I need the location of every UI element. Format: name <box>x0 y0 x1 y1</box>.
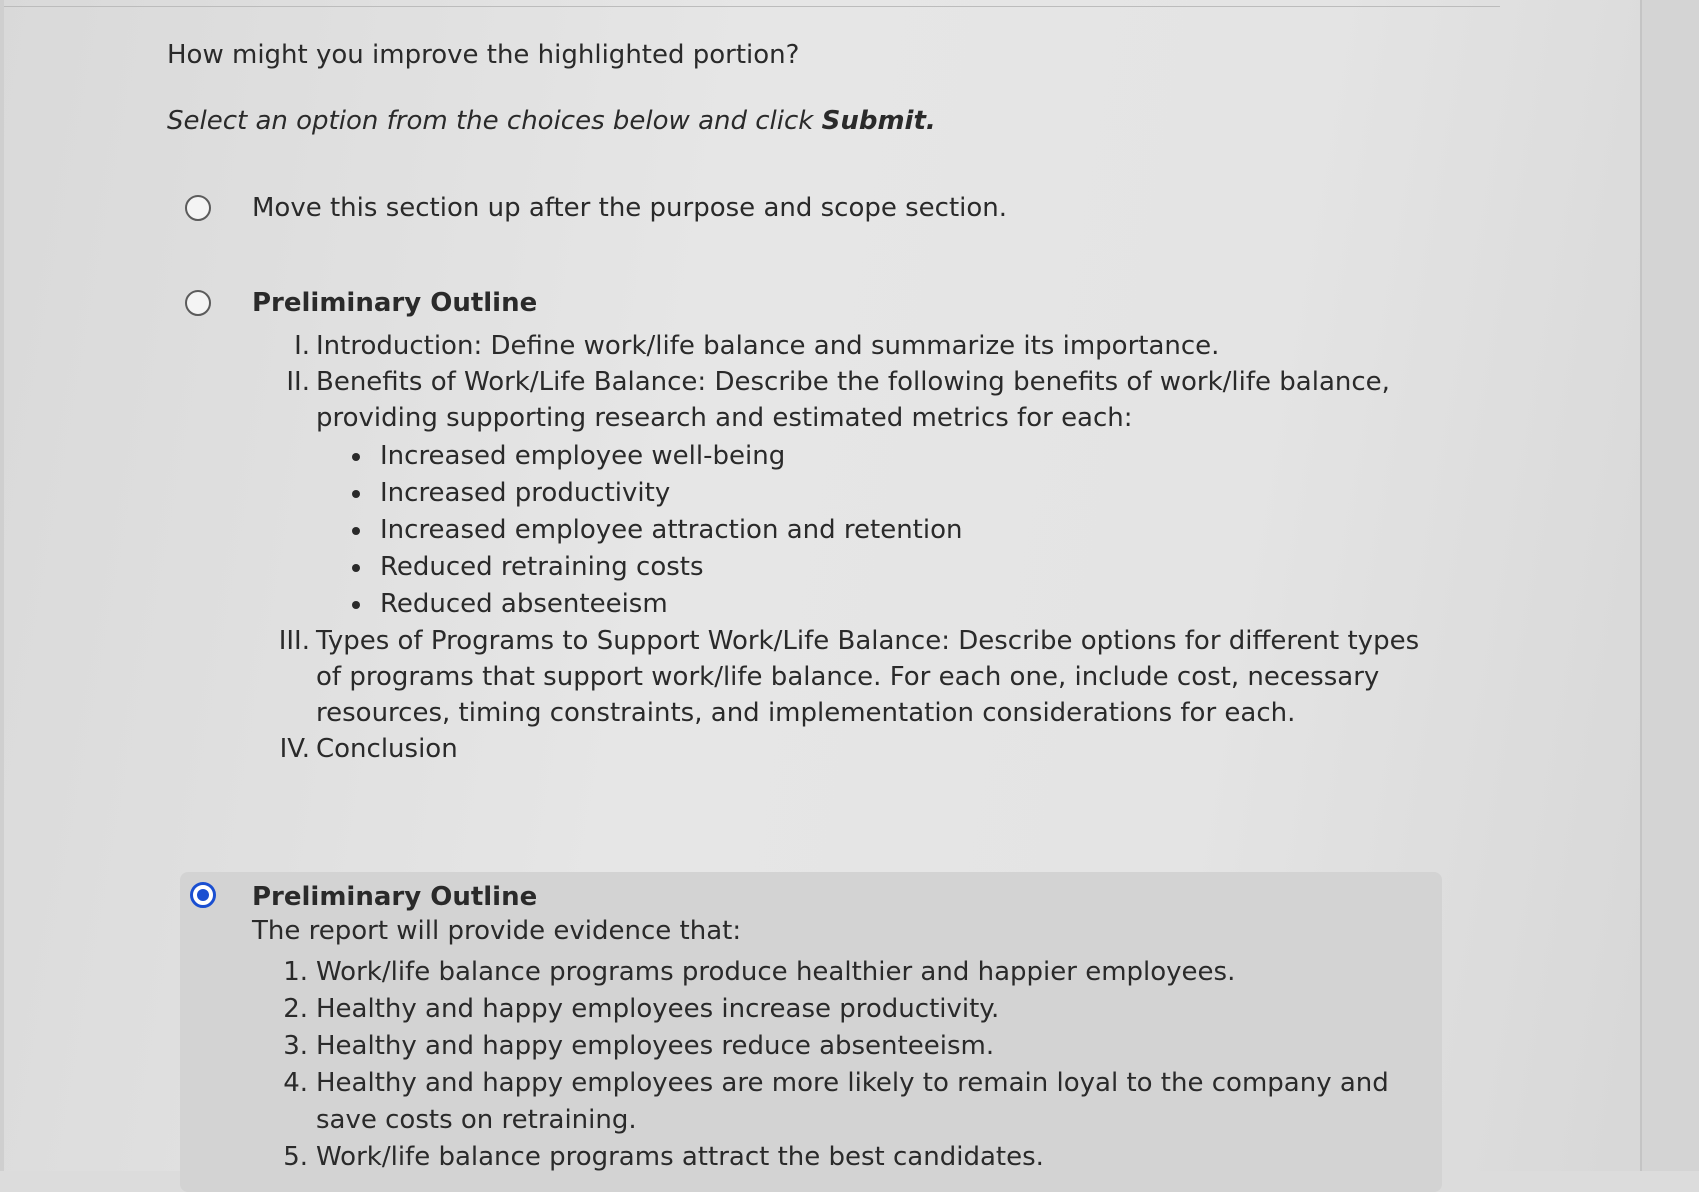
outline-item-text: Introduction: Define work/life balance and summarize its importance. <box>316 331 1220 361</box>
option-2-outline-list <box>252 328 1426 767</box>
outline-item-text: Types of Programs to Support Work/Life Balance: Describe options for different types of programs that support work/life balance. For each one, include cost, necessary resources, timing constraints, and implementation considerations for each. <box>316 626 1420 728</box>
option-2-content <box>252 288 1426 767</box>
option-2-radio[interactable] <box>185 290 211 316</box>
numbered-item <box>252 954 1426 991</box>
outline-item-number: III. <box>278 626 310 656</box>
option-3-content <box>252 882 1426 1176</box>
benefits-bullet-list <box>316 438 1426 623</box>
left-edge <box>0 0 4 1171</box>
option-3-numbered-list <box>252 954 1426 1176</box>
numbered-item-text: Healthy and happy employees increase productivity. <box>316 994 1000 1024</box>
outline-item <box>252 364 1426 623</box>
option-3-radio-selected[interactable] <box>190 882 216 908</box>
numbered-item-number: 1. <box>283 957 308 987</box>
bullet-item: Increased employee well-being <box>316 438 1426 475</box>
numbered-item-number: 4. <box>283 1068 308 1098</box>
numbered-item-text: Work/life balance programs attract the best candidates. <box>316 1142 1044 1172</box>
numbered-item-number: 5. <box>283 1142 308 1172</box>
numbered-item <box>252 1139 1426 1176</box>
bullet-item: Increased productivity <box>316 475 1426 512</box>
option-2-title: Preliminary Outline <box>252 288 538 318</box>
question-text: How might you improve the highlighted portion? <box>167 40 800 70</box>
numbered-item <box>252 1065 1426 1139</box>
bullet-item: Increased employee attraction and retention <box>316 512 1426 549</box>
outline-item-text: Benefits of Work/Life Balance: Describe the following benefits of work/life balance, providing supporting research and estimated metrics for each: <box>316 367 1390 433</box>
option-1-radio[interactable] <box>185 195 211 221</box>
numbered-item-number: 2. <box>283 994 308 1024</box>
bullet-item: Reduced absenteeism <box>316 586 1426 623</box>
option-3-title: Preliminary Outline <box>252 882 538 912</box>
right-scroll-area <box>1640 0 1699 1171</box>
outline-item <box>252 731 1426 767</box>
bullet-item: Reduced retraining costs <box>316 549 1426 586</box>
numbered-item-text: Healthy and happy employees reduce absenteeism. <box>316 1031 995 1061</box>
outline-item-number: IV. <box>279 734 310 764</box>
outline-item <box>252 328 1426 364</box>
numbered-item-text: Work/life balance programs produce healthier and happier employees. <box>316 957 1236 987</box>
instruction-prefix: Select an option from the choices below and click <box>167 106 822 136</box>
option-3-intro: The report will provide evidence that: <box>252 916 742 946</box>
option-1-label: Move this section up after the purpose and scope section. <box>252 193 1008 223</box>
outline-item-text: Conclusion <box>316 734 458 764</box>
numbered-item <box>252 991 1426 1028</box>
outline-item <box>252 623 1426 731</box>
top-divider <box>0 0 1500 7</box>
instruction-submit-emphasis: Submit. <box>821 106 936 136</box>
numbered-item-number: 3. <box>283 1031 308 1061</box>
outline-item-number: II. <box>286 367 310 397</box>
numbered-item-text: Healthy and happy employees are more likely to remain loyal to the company and save costs on retraining. <box>316 1068 1389 1135</box>
numbered-item <box>252 1028 1426 1065</box>
outline-item-number: I. <box>294 331 310 361</box>
instruction-text <box>167 106 936 136</box>
